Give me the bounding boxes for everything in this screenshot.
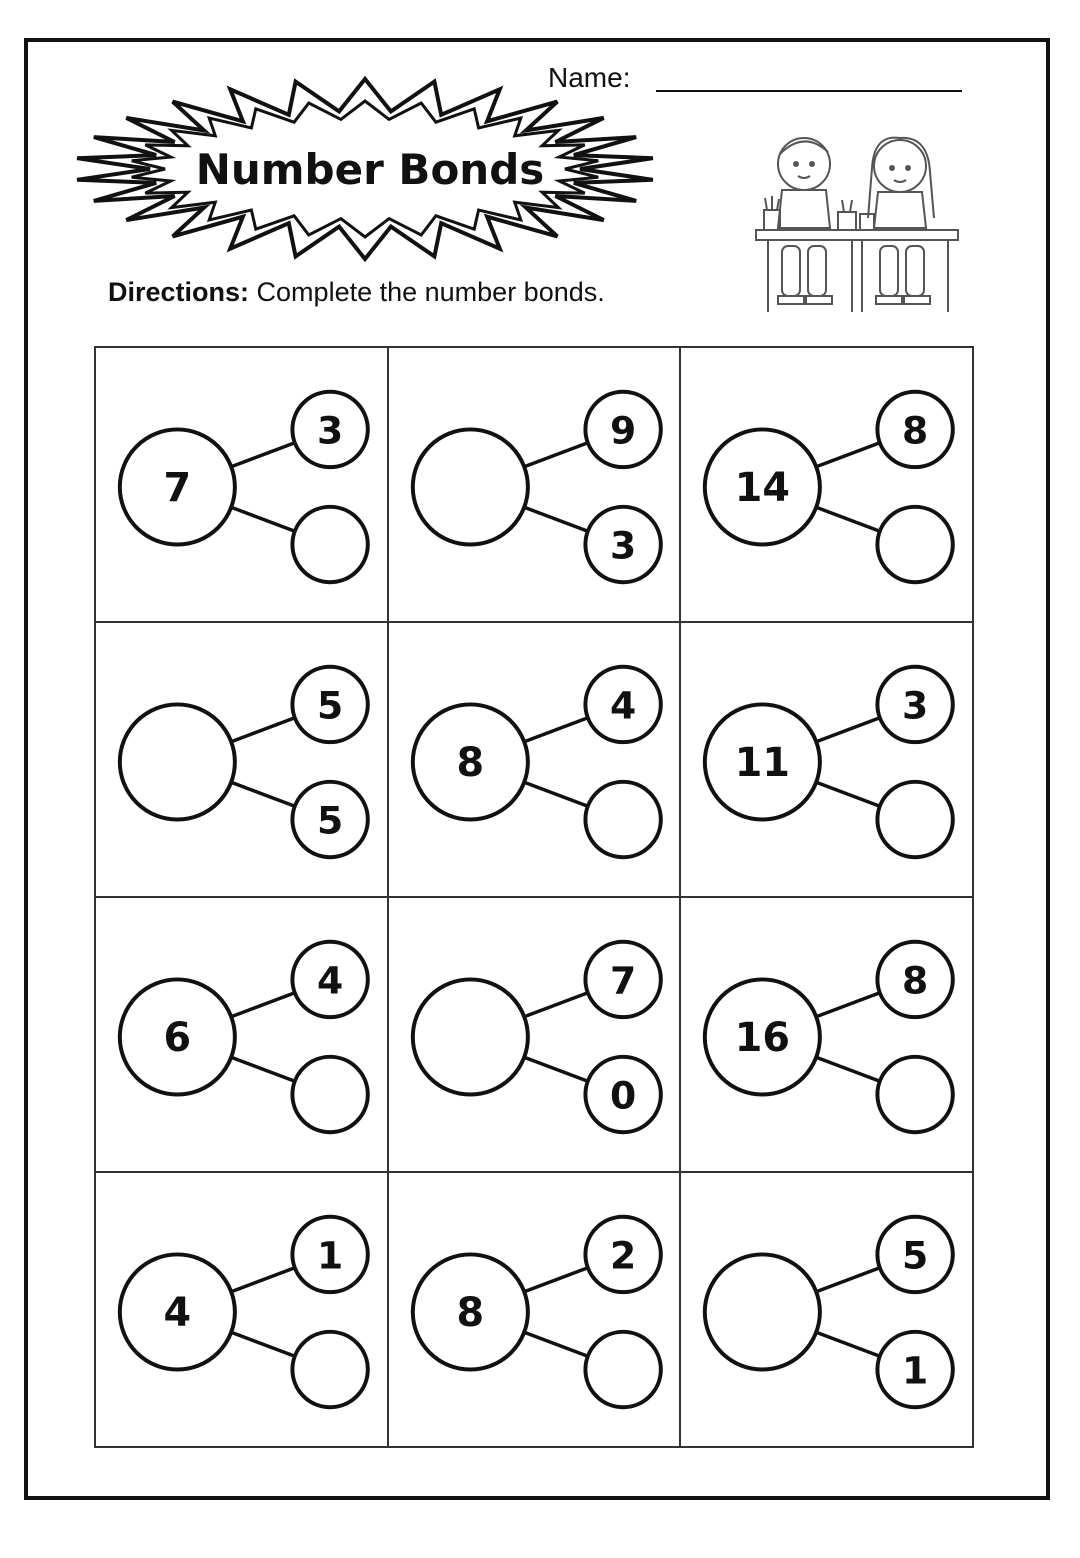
part-bottom-circle[interactable] [292,1332,367,1407]
part-top-circle-value: 5 [316,683,344,728]
bond-line-top [231,718,295,742]
part-top-circle-value: 7 [609,958,636,1003]
part-top-circle-value: 4 [316,958,344,1003]
part-top-circle-value: 2 [609,1233,636,1278]
whole-circle-value: 8 [456,739,484,786]
bond-line-bottom [231,507,295,531]
directions-text: Complete the number bonds. [256,277,605,307]
whole-circle-value: 16 [735,1014,791,1061]
name-label: Name: [548,62,631,93]
kids-at-desk-icon [752,128,962,318]
bond-cell [388,897,681,1172]
number-bond [96,1173,387,1446]
part-top-circle [585,942,660,1017]
whole-circle[interactable] [705,1254,820,1369]
part-bottom-circle [292,782,367,857]
bond-line-top [817,1268,881,1292]
bond-line-top [231,443,295,467]
whole-circle [412,1254,527,1369]
bond-cell [680,622,973,897]
number-bond [681,898,972,1171]
number-bond [96,623,387,896]
bond-cell [388,1172,681,1447]
whole-circle-value: 4 [163,1289,192,1336]
name-input-line[interactable] [656,90,962,92]
number-bond [96,898,387,1171]
bond-cell [680,897,973,1172]
bond-line-bottom [524,782,588,806]
bond-cell [95,1172,388,1447]
number-bond [389,348,680,621]
part-top-circle-value: 8 [902,408,929,453]
bond-line-top [524,718,588,742]
part-top-circle-value: 9 [609,408,636,453]
worksheet-title: Number Bonds [195,145,545,194]
bond-line-top [817,718,881,742]
bond-line-bottom [817,1332,881,1356]
number-bond [389,623,680,896]
part-bottom-circle-value: 1 [902,1348,929,1393]
whole-circle-value: 8 [456,1289,484,1336]
bond-line-top [817,443,881,467]
part-bottom-circle-value: 0 [609,1073,636,1118]
whole-circle-value: 14 [735,464,791,511]
bond-line-top [524,443,588,467]
part-bottom-circle[interactable] [292,1057,367,1132]
part-top-circle-value: 5 [902,1233,929,1278]
part-top-circle [585,392,660,467]
part-top-circle [292,1217,367,1292]
directions-label: Directions: [108,277,250,307]
part-bottom-circle[interactable] [585,1332,660,1407]
bond-line-bottom [524,1057,588,1081]
whole-circle[interactable] [412,979,527,1094]
bond-line-top [524,1268,588,1292]
part-top-circle [292,667,367,742]
bond-line-top [817,993,881,1017]
whole-circle [412,704,527,819]
whole-circle [120,429,235,544]
part-bottom-circle [878,1332,953,1407]
whole-circle[interactable] [412,429,527,544]
bond-line-bottom [231,782,295,806]
whole-circle [705,704,820,819]
whole-circle [120,1254,235,1369]
part-top-circle [878,942,953,1017]
number-bond [681,1173,972,1446]
number-bonds-grid [94,346,974,1448]
part-top-circle-value: 8 [902,958,929,1003]
whole-circle-value: 7 [163,464,192,511]
part-bottom-circle-value: 3 [609,523,636,568]
part-top-circle-value: 1 [316,1233,344,1278]
whole-circle[interactable] [120,704,235,819]
bond-line-bottom [231,1057,295,1081]
bond-line-bottom [817,507,881,531]
part-bottom-circle[interactable] [292,507,367,582]
bond-line-top [231,1268,295,1292]
part-bottom-circle[interactable] [878,1057,953,1132]
whole-circle [705,979,820,1094]
whole-circle [120,979,235,1094]
number-bond [681,348,972,621]
bond-line-bottom [817,782,881,806]
part-bottom-circle[interactable] [878,782,953,857]
bond-cell [388,622,681,897]
bond-line-top [231,993,295,1017]
bond-line-bottom [524,1332,588,1356]
directions [108,272,605,312]
part-top-circle [585,667,660,742]
part-bottom-circle[interactable] [585,782,660,857]
part-bottom-circle-value: 5 [316,798,344,843]
part-top-circle [878,667,953,742]
part-top-circle [292,392,367,467]
part-top-circle [292,942,367,1017]
bond-line-bottom [524,507,588,531]
part-top-circle [585,1217,660,1292]
bond-line-top [524,993,588,1017]
bond-line-bottom [817,1057,881,1081]
part-top-circle-value: 3 [902,683,929,728]
bond-cell [95,347,388,622]
part-top-circle [878,392,953,467]
part-bottom-circle [585,507,660,582]
number-bond [681,623,972,896]
part-bottom-circle [585,1057,660,1132]
bond-cell [95,897,388,1172]
bond-cell [680,347,973,622]
bond-cell [388,347,681,622]
number-bond [389,898,680,1171]
number-bond [389,1173,680,1446]
number-bond [96,348,387,621]
part-bottom-circle[interactable] [878,507,953,582]
bond-line-bottom [231,1332,295,1356]
part-top-circle [878,1217,953,1292]
bond-cell [680,1172,973,1447]
part-top-circle-value: 4 [609,683,636,728]
whole-circle-value: 11 [735,739,791,786]
part-top-circle-value: 3 [316,408,344,453]
whole-circle [705,429,820,544]
whole-circle-value: 6 [163,1014,192,1061]
bond-cell [95,622,388,897]
